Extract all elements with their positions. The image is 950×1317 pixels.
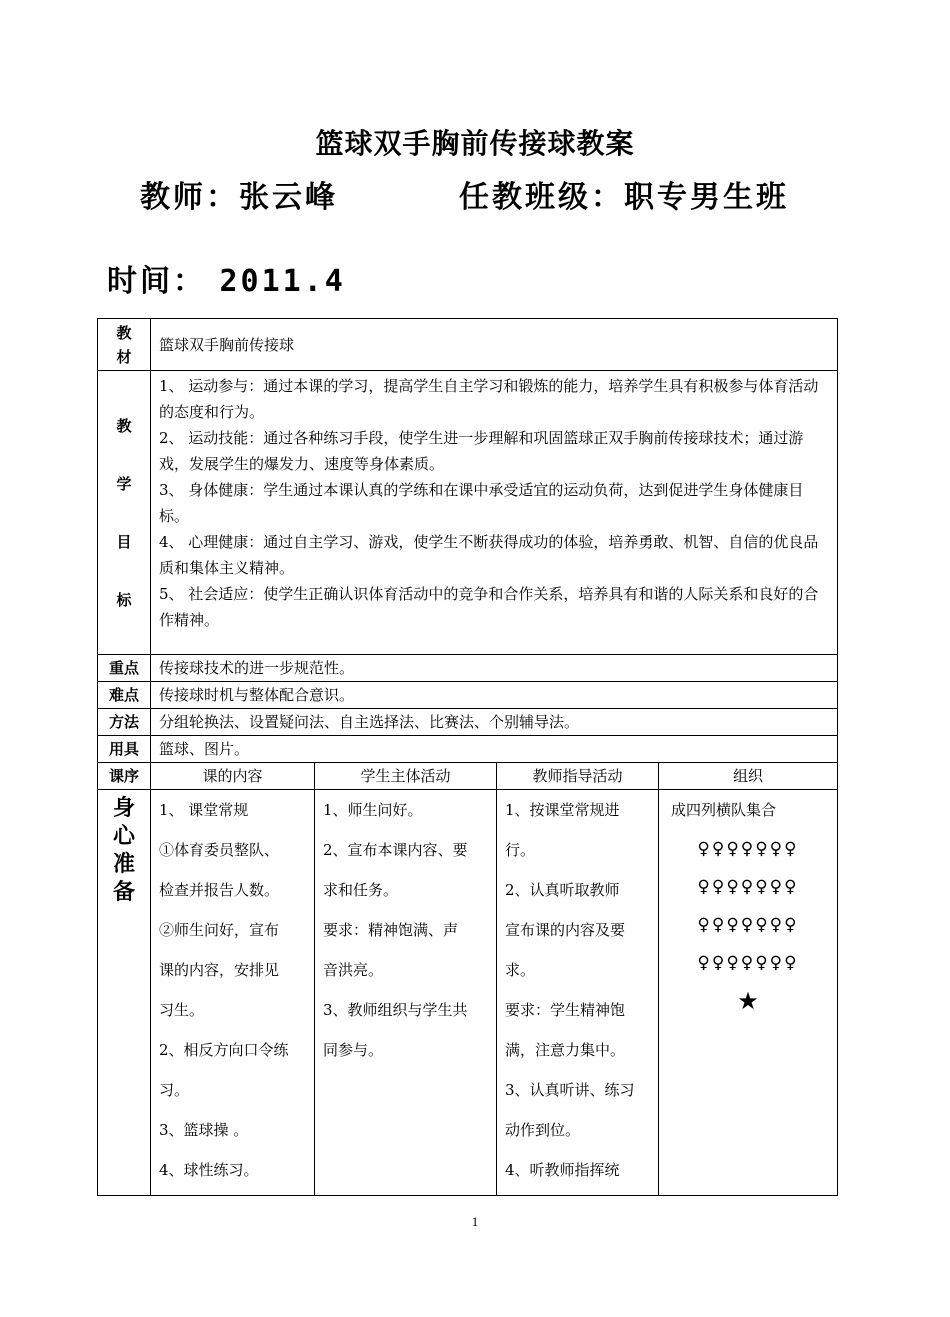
content-line: 2、相反方向口令练 [159,1041,289,1059]
sequence-header: 课序 [98,763,151,790]
equipment-value: 篮球、图片。 [151,736,838,763]
content-line: 3、篮球操 。 [159,1121,249,1139]
student-line: 求和任务。 [323,881,399,899]
student-formation-row: ♀♀♀♀♀♀♀ [697,953,799,973]
content-line: 习生。 [159,1001,205,1019]
content-line: ②师生问好，宣布 [159,921,280,939]
content-line: ①体育委员整队、 [159,841,280,859]
objectives-label [98,371,151,655]
teacher-line: 宣布课的内容及要 [505,921,626,939]
student-line: 同参与。 [323,1041,384,1059]
column-header-row [98,763,838,790]
content-header: 课的内容 [151,763,315,790]
teacher-activity-header: 教师指导活动 [497,763,659,790]
objectives-label-char: 学 [116,474,132,493]
material-label-char: 材 [116,348,132,366]
method-label: 方法 [98,709,151,736]
objective-item: 4、 心理健康：通过自主学习、游戏，使学生不断获得成功的体验，培养勇敢、机智、自信的优良品质和集体主义精神。 [159,533,819,577]
teacher-line: 求。 [505,961,536,979]
student-formation-row: ♀♀♀♀♀♀♀ [697,877,799,897]
organization-header: 组织 [659,763,838,790]
objectives-row [98,371,838,655]
method-value: 分组轮换法、设置疑问法、自主选择法、比赛法、个别辅导法。 [151,709,838,736]
student-activity-cell [315,790,497,1196]
teacher-line: 1、按课堂常规进 [505,801,620,819]
difficulty-value: 传接球时机与整体配合意识。 [151,682,838,709]
objectives-label-char: 目 [116,532,132,551]
teacher-line: 行。 [505,841,536,859]
material-label [98,319,151,371]
content-line: 习。 [159,1081,190,1099]
teacher-line: 要求：学生精神饱 [505,1001,626,1019]
key-point-row [98,655,838,682]
page-number: 1 [471,1214,479,1229]
objectives-list [151,371,838,655]
document-title: 篮球双手胸前传接球教案 [315,127,635,160]
teacher-line: 3、认真听讲、练习 [505,1081,635,1099]
lesson-plan-table [97,318,838,1196]
objective-item: 1、 运动参与：通过本课的学习，提高学生自主学习和锻炼的能力，培养学生具有积极参与体育活动的态度和行为。 [159,377,819,421]
objectives-label-char: 教 [116,416,132,435]
objectives-label-char: 标 [116,590,132,609]
content-line: 课的内容，安排见 [159,961,280,979]
objective-item: 3、 身体健康：学生通过本课认真的学练和在课中承受适宜的运动负荷，达到促进学生身体健康目标。 [159,481,804,525]
content-cell [151,790,315,1196]
student-line: 要求：精神饱满、声 [323,921,459,939]
student-line: 2、宣布本课内容、要 [323,841,468,859]
student-formation-row: ♀♀♀♀♀♀♀ [697,839,799,859]
time-line [107,256,346,300]
student-line: 3、教师组织与学生共 [323,1001,468,1019]
material-row [98,319,838,371]
key-point-label: 重点 [98,655,151,682]
content-line: 检查并报告人数。 [159,881,280,899]
objective-item: 2、 运动技能：通过各种练习手段，使学生进一步理解和巩固篮球正双手胸前传接球技术；通过游戏，发展学生的爆发力、速度等身体素质。 [159,429,804,473]
equipment-row [98,736,838,763]
content-line: 1、 课堂常规 [159,801,249,819]
equipment-label: 用具 [98,736,151,763]
student-line: 音洪亮。 [323,961,384,979]
organization-cell [659,790,838,1196]
objective-item: 5、 社会适应：使学生正确认识体育活动中的竞争和合作关系，培养具有和谐的人际关系和良好的合作精神。 [159,585,819,629]
student-line: 1、师生问好。 [323,801,423,819]
teacher-star-icon: ★ [737,987,759,1015]
teacher-class-line: 教师：张云峰 任教班级：职专男生班 [140,180,789,215]
section-label [98,790,151,1196]
difficulty-label: 难点 [98,682,151,709]
time-label: 时间： [107,264,206,299]
teacher-line: 4、听教师指挥统 [505,1161,620,1179]
time-value: 2011.4 [219,264,346,299]
student-formation-row: ♀♀♀♀♀♀♀ [697,915,799,935]
student-activity-header: 学生主体活动 [315,763,497,790]
section-label-char: 身 [112,795,135,821]
content-line: 4、球性练习。 [159,1161,259,1179]
method-row [98,709,838,736]
teacher-activity-cell [497,790,659,1196]
warmup-section-row [98,790,838,1196]
teacher-line: 2、认真听取教师 [505,881,620,899]
teacher-line: 满，注意力集中。 [505,1041,626,1059]
section-label-char: 备 [112,879,135,905]
material-label-char: 教 [116,324,132,342]
teacher-line: 动作到位。 [505,1121,581,1139]
organization-caption: 成四列横队集合 [671,801,777,819]
difficulty-row [98,682,838,709]
section-label-char: 准 [112,851,135,877]
material-value: 篮球双手胸前传接球 [151,319,838,371]
section-label-char: 心 [112,823,135,849]
key-point-value: 传接球技术的进一步规范性。 [151,655,838,682]
